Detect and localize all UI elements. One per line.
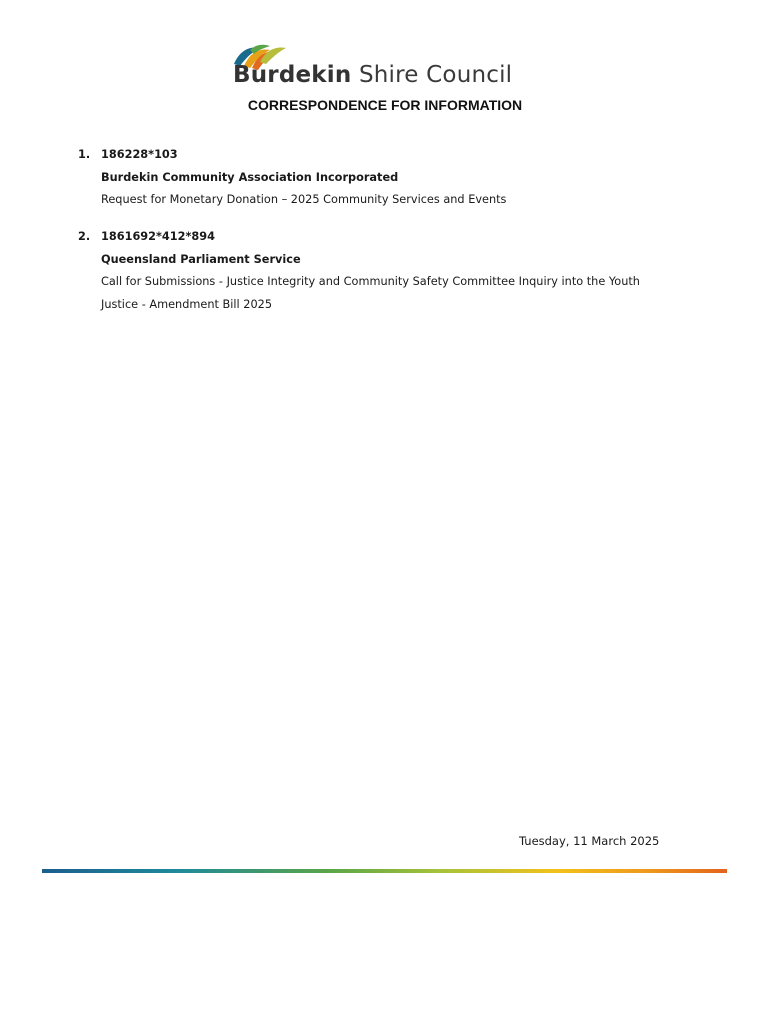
item-subject: Request for Monetary Donation – 2025 Community Services and Events: [101, 193, 507, 206]
item-number: 1.: [78, 148, 91, 161]
item-sender: Queensland Parliament Service: [101, 253, 301, 266]
logo-text: Burdekin Shire Council: [233, 62, 513, 88]
council-logo: [232, 42, 512, 92]
item-reference: 186228*103: [101, 148, 178, 161]
item-reference: 1861692*412*894: [101, 230, 216, 243]
item-subject: Call for Submissions - Justice Integrity and Community Safety Committee Inquiry into the Youth: [101, 275, 640, 288]
item-sender: Burdekin Community Association Incorporated: [101, 171, 399, 184]
item-subject-continued: Justice - Amendment Bill 2025: [101, 298, 273, 311]
page-title: CORRESPONDENCE FOR INFORMATION: [247, 97, 523, 113]
item-number: 2.: [78, 230, 91, 243]
footer-gradient-divider: [42, 869, 727, 873]
footer-date: Tuesday, 11 March 2025: [519, 834, 660, 848]
